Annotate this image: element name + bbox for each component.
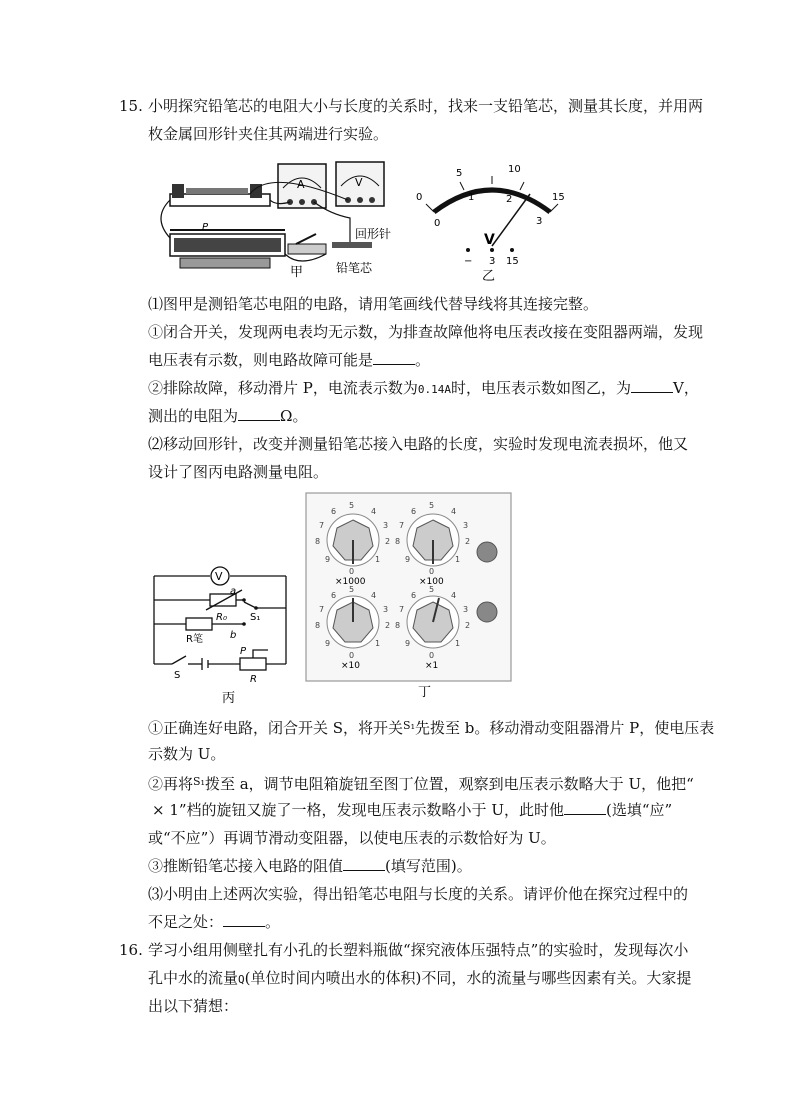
svg-text:4: 4 [371, 507, 377, 516]
scale-top-0: 0 [416, 192, 423, 203]
q15-part1b-ohm: Ω。 [280, 407, 308, 425]
svg-text:5: 5 [429, 585, 435, 594]
q15-part1b-text-2a: 测出的电阻为 [148, 407, 239, 425]
figure-yi [412, 160, 572, 282]
q15-part3-text-b: 。 [265, 913, 281, 931]
q15-part1b-text-a: ②排除故障，移动滑片 P，电流表示数为 [148, 379, 418, 397]
ammeter-label: A [297, 178, 305, 191]
circuit-voltmeter: V [215, 570, 223, 583]
svg-text:2: 2 [385, 621, 391, 630]
svg-text:0: 0 [349, 651, 355, 660]
q15-part2b-text-2: × 1”档的旋钮又旋了一格，发现电压表示数略小于 U，此时他 [152, 801, 564, 819]
terminal-3: 3 [489, 256, 496, 267]
answer-blank-fault[interactable] [373, 350, 415, 365]
svg-text:6: 6 [331, 591, 337, 600]
svg-text:2: 2 [385, 537, 391, 546]
dial-x100[interactable] [407, 514, 459, 566]
q15-part2b-line1 [148, 772, 694, 794]
q16-line2 [148, 968, 691, 990]
q15-part2a-line2: 示数为 U。 [148, 745, 226, 763]
svg-text:0: 0 [429, 567, 435, 576]
figure-yi-caption: 乙 [482, 269, 496, 282]
q15-part2-line2: 设计了图丙电路测量电阻。 [148, 463, 329, 481]
svg-text:4: 4 [451, 591, 457, 600]
svg-text:1: 1 [375, 639, 381, 648]
q15-part2a-text-a: ①正确连好电路，闭合开关 S，将开关 [148, 719, 404, 737]
q15-part2b-line2 [152, 800, 672, 820]
svg-text:3: 3 [463, 521, 469, 530]
q15-part3-line2 [148, 912, 280, 932]
figure-ding [305, 492, 515, 700]
q15-part2b-line3: 或“不应”）再调节滑动变阻器，以使电压表的示数恰好为 U。 [148, 829, 556, 847]
p-label: P [240, 646, 247, 657]
q15-part1: ⑴图甲是测铅笔芯电阻的电路，请用笔画线代替导线将其连接完整。 [148, 295, 599, 313]
svg-text:8: 8 [315, 537, 321, 546]
multiplier-x10: ×10 [341, 661, 360, 671]
svg-text:8: 8 [395, 537, 401, 546]
svg-text:5: 5 [349, 501, 355, 510]
svg-text:9: 9 [325, 555, 331, 564]
figure-bing-caption: 丙 [222, 691, 236, 706]
dial-x1000[interactable] [327, 514, 379, 566]
svg-text:1: 1 [455, 555, 461, 564]
r-label: R [250, 674, 257, 685]
dial-x10[interactable] [327, 596, 379, 648]
a-label: a [230, 586, 237, 597]
q15-part1b-line2 [148, 406, 307, 426]
q15-part2c [148, 856, 472, 876]
q16-q-symbol: Q [238, 973, 245, 986]
figure-jia-caption: 甲 [290, 265, 304, 280]
q16-line3: 出以下猜想： [148, 997, 239, 1015]
q15-part1a-text: 电压表有示数，则电路故障可能是 [148, 351, 374, 369]
q15-number: 15. [119, 97, 143, 115]
terminal-knob-top [477, 542, 497, 562]
answer-blank-should[interactable] [564, 800, 606, 815]
slider-label: P [202, 222, 209, 233]
q15-part2a-line1 [148, 716, 714, 738]
dial-x1[interactable] [407, 596, 459, 648]
current-value: 0.14A [417, 383, 451, 396]
svg-text:0: 0 [429, 651, 435, 660]
meter-symbol: V [484, 232, 495, 248]
svg-text:5: 5 [429, 501, 435, 510]
q16-text-a: 孔中水的流量 [148, 969, 239, 987]
svg-text:9: 9 [325, 639, 331, 648]
svg-text:2: 2 [465, 621, 471, 630]
q15-part1b-unit: V， [673, 379, 699, 397]
q15-part1b-line1 [148, 378, 699, 400]
r0-label: R₀ [216, 612, 227, 623]
q16-text-c: (单位时间内喷出水的体积)不同，水的流量与哪些因素有关。大家提 [244, 969, 692, 987]
q16-line1: 学习小组用侧壁扎有小孔的长塑料瓶做“探究液体压强特点”的实验时，发现每次小 [148, 941, 689, 959]
svg-text:6: 6 [331, 507, 337, 516]
q15-part3-text-a: 不足之处： [148, 913, 224, 931]
terminal-knob-bottom [477, 602, 497, 622]
terminal-15: 15 [506, 256, 519, 267]
svg-text:8: 8 [315, 621, 321, 630]
b-label: b [230, 630, 237, 641]
svg-text:7: 7 [399, 605, 405, 614]
multiplier-x1: ×1 [425, 661, 439, 671]
q15-part1b-text-c: 时，电压表示数如图乙，为 [451, 379, 632, 397]
svg-text:6: 6 [411, 507, 417, 516]
answer-blank-evaluation[interactable] [223, 912, 265, 927]
q15-part2b-text-a: ②再将 [148, 775, 194, 793]
svg-text:7: 7 [399, 521, 405, 530]
clip-label: 回形针 [355, 227, 392, 241]
scale-bottom-0: 0 [434, 218, 441, 229]
rpen-label: R笔 [186, 634, 203, 645]
figure-ding-caption: 丁 [418, 685, 432, 700]
voltmeter-label: V [355, 176, 363, 189]
answer-blank-voltage[interactable] [631, 378, 673, 393]
svg-text:1: 1 [455, 639, 461, 648]
svg-text:9: 9 [405, 639, 411, 648]
svg-text:2: 2 [465, 537, 471, 546]
q15-stem-line2: 枚金属回形针夹住其两端进行实验。 [148, 125, 389, 143]
q15-part3-line1: ⑶小明由上述两次实验，得出铅笔芯电阻与长度的关系。请评价他在探究过程中的 [148, 885, 689, 903]
q15-part1a-line1: ①闭合开关，发现两电表均无示数，为排查故障他将电压表改接在变阻器两端，发现 [148, 323, 704, 341]
lead-label: 铅笔芯 [336, 261, 373, 275]
q15-stem-line1: 小明探究铅笔芯的电阻大小与长度的关系时，找来一支铅笔芯，测量其长度，并用两 [148, 97, 704, 115]
q15-part2a-s1: S₁ [403, 719, 415, 732]
svg-text:0: 0 [349, 567, 355, 576]
q15-part2-line1: ⑵移动回形针，改变并测量铅笔芯接入电路的长度，实验时发现电流表损坏，他又 [148, 435, 689, 453]
multiplier-x100: ×100 [419, 577, 444, 587]
scale-top-15: 15 [552, 192, 565, 203]
q16-number: 16. [119, 941, 143, 959]
scale-top-10: 10 [508, 164, 521, 175]
terminal-minus: − [464, 256, 473, 267]
scale-top-5: 5 [456, 168, 463, 179]
answer-blank-resistance[interactable] [238, 406, 280, 421]
scale-bottom-2: 2 [506, 194, 513, 205]
q15-part2b-text-c: 拨至 a，调节电阻箱旋钮至图丁位置，观察到电压表示数略大于 U，他把“ [204, 775, 694, 793]
q15-part2c-text-a: ③推断铅笔芯接入电路的阻值 [148, 857, 344, 875]
q15-part1a-line2: 电压表有示数，则电路故障可能是 。 [148, 351, 431, 369]
svg-text:4: 4 [451, 507, 457, 516]
svg-text:3: 3 [383, 605, 389, 614]
svg-text:3: 3 [383, 521, 389, 530]
q15-part2c-text-b: (填写范围)。 [385, 857, 472, 875]
multiplier-x1000: ×1000 [335, 577, 366, 587]
figure-bing [150, 560, 290, 708]
svg-text:5: 5 [349, 585, 355, 594]
figure-jia [150, 158, 410, 280]
q15-part2b-s1: S₁ [193, 775, 205, 788]
scale-bottom-1: 1 [468, 192, 475, 203]
svg-text:9: 9 [405, 555, 411, 564]
svg-text:7: 7 [319, 605, 325, 614]
svg-text:7: 7 [319, 521, 325, 530]
s1-label: S₁ [250, 612, 261, 623]
q15-part2a-text-c: 先拨至 b。移动滑动变阻器滑片 P，使电压表 [415, 719, 715, 737]
svg-text:3: 3 [463, 605, 469, 614]
scale-bottom-3: 3 [536, 216, 543, 227]
s-label: S [174, 670, 181, 681]
svg-text:6: 6 [411, 591, 417, 600]
svg-text:1: 1 [375, 555, 381, 564]
svg-text:4: 4 [371, 591, 377, 600]
q15-part2b-text-2b: (选填“应” [605, 801, 673, 819]
answer-blank-range[interactable] [343, 856, 385, 871]
svg-text:8: 8 [395, 621, 401, 630]
